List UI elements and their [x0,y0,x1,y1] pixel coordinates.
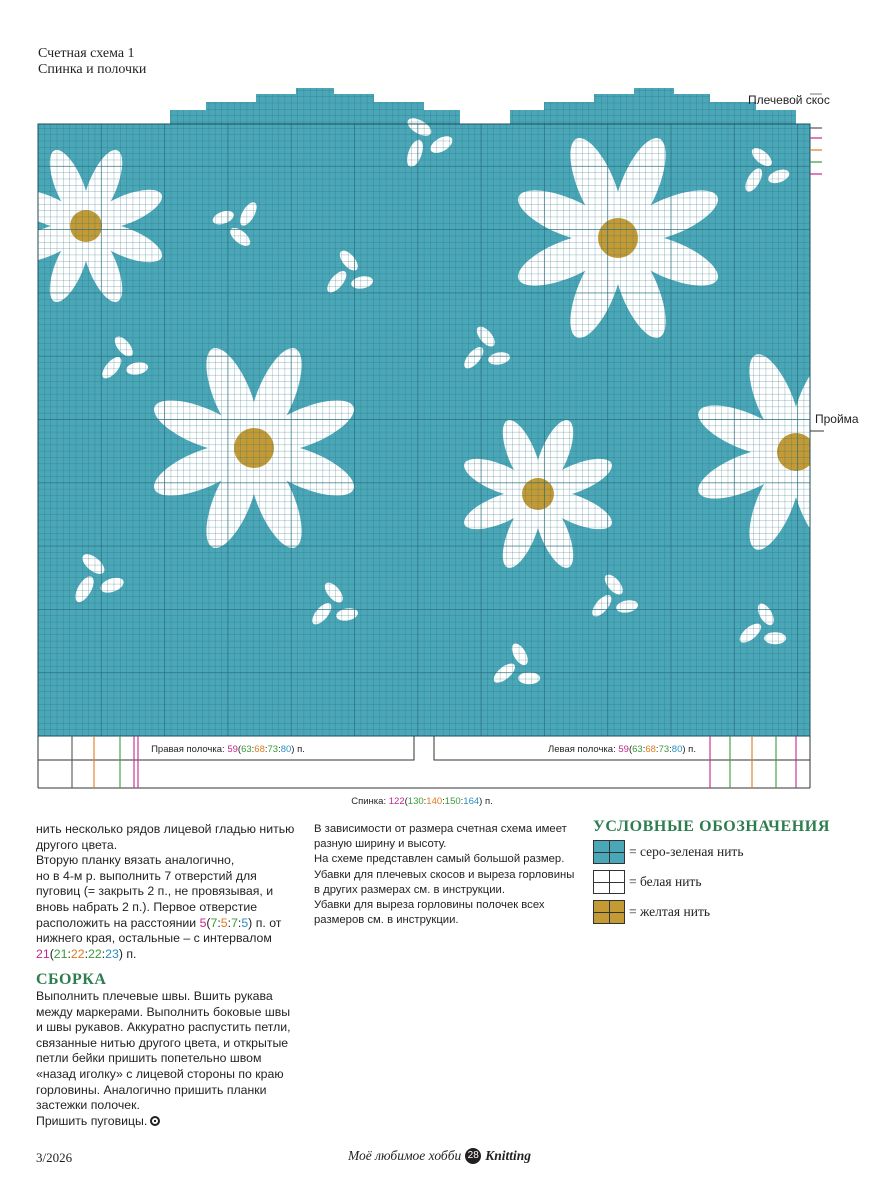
assembly-last-line: Пришить пуговицы. [36,1114,298,1130]
paragraph-buttonholes: но в 4-м р. выполнить 7 отверстий для пуговиц (= закрыть 2 п., не провязывая, и вновь набрать 2 п.). Первое отверстие расположить на расстоянии 5(7:5:7:5) п. от нижнего края, остальные – с интервалом 21(21:22:22:23) п. [36,868,282,961]
note-neckline: Убавки для выреза горловины полочек всех размеров см. в инструкции. [314,899,545,927]
note-largest: На схеме представлен самый большой размер. [314,853,565,866]
chart-title [38,46,146,78]
page-number: 28 [465,1148,481,1164]
legend-title: УСЛОВНЫЕ ОБОЗНАЧЕНИЯ [593,818,830,835]
daisy-center [598,218,638,258]
note-size: В зависимости от размера счетная схема имеет разную ширину и высоту. [314,823,567,851]
right-front-label: Правая полочка: 59(63:68:73:80) п. [151,744,305,755]
assembly-heading: СБОРКА [36,971,107,989]
daisy-center [234,428,274,468]
issue-number: 3/2026 [36,1150,73,1165]
paragraph-second-band: Вторую планку вязать аналогично, [36,853,235,868]
assembly-text: Выполнить плечевые швы. Вшить рукава между маркерами. Выполнить боковые швы и швы рукавов. Аккуратно распустить петли, связанные нитью другого цвета, и открытые петли бейки пришить попетельно швом «назад иголку» с лицевой стороны по краю горловины. Аналогично пришить планки застежки полочек. [36,988,291,1113]
sizes-first-hole: 5(7:5:7:5) [199,915,253,930]
yellow-swatch-icon [593,900,625,924]
magazine-name: Моё любимое хобби [348,1148,462,1163]
size-brackets [38,736,810,807]
footer-brand [348,1148,531,1164]
instructions-column-2 [314,822,576,928]
teal-swatch-icon [593,840,625,864]
legend-item-white [593,868,853,896]
legend [593,818,853,926]
back-label: Спинка: 122(130:140:150:164) п. [351,796,493,807]
legend-label-white: = белая нить [629,874,702,889]
armhole-label: Пройма [815,412,859,426]
brand-name: Knitting [485,1148,532,1163]
legend-item-teal [593,838,853,866]
daisy-center [70,210,102,242]
paragraph-thread: нить несколько рядов лицевой гладью нитью другого цвета. [36,822,295,852]
legend-item-yellow [593,898,853,926]
note-shoulder: Убавки для плечевых скосов и выреза горловины в других размерах см. в инструкции. [314,868,575,896]
chart-title-line1: Счетная схема 1 [38,46,135,61]
legend-label-yellow: = желтая нить [629,904,711,919]
white-swatch-icon [593,870,625,894]
left-front-label: Левая полочка: 59(63:68:73:80) п. [548,744,696,755]
instructions-column-1 [36,822,298,1129]
chart-title-line2: Спинка и полочки [38,62,147,77]
shoulder-slope-label: Плечевой скос [748,93,830,107]
end-of-article-icon [150,1116,160,1126]
knitting-chart [36,86,826,811]
sizes-interval: 21(21:22:22:23) [36,946,123,961]
legend-label-teal: = серо-зеленая нить [629,844,744,859]
